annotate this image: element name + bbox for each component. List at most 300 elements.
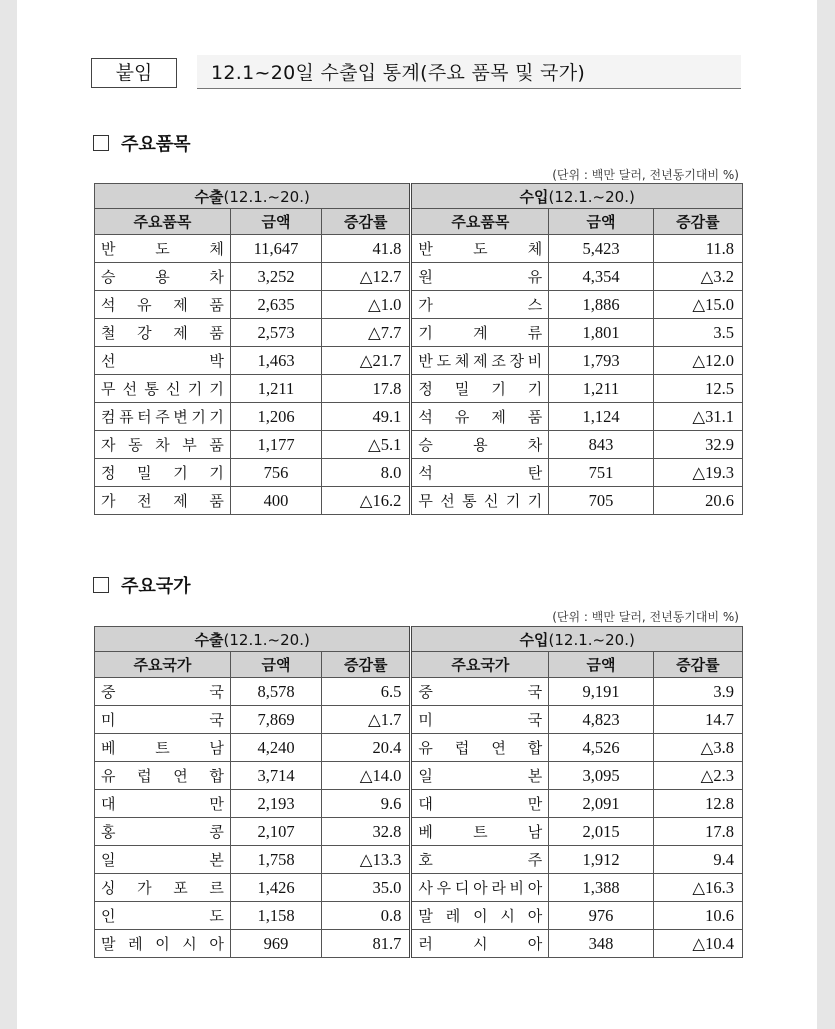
char: 기 [191, 408, 206, 426]
import-amount-cell: 1,211 [549, 375, 653, 403]
char: 트 [155, 739, 170, 757]
import-amount-cell: 1,124 [549, 403, 653, 431]
items-table [94, 183, 743, 515]
export-name-text [101, 793, 224, 814]
import-name-text [418, 266, 542, 287]
import-amount-cell: 4,823 [549, 706, 653, 734]
char: 레 [128, 935, 143, 953]
char: 대 [101, 795, 116, 813]
char: 유 [527, 268, 543, 286]
char: 포 [173, 879, 188, 897]
table-row [95, 930, 743, 958]
export-amount-cell: 2,107 [230, 818, 321, 846]
export-rate-cell: 9.6 [322, 790, 411, 818]
checkbox-square-icon [93, 135, 109, 151]
char: 사 [418, 879, 433, 897]
char: 승 [418, 436, 433, 454]
import-name-cell [411, 459, 549, 487]
document-header [91, 55, 741, 91]
export-period: (12.1.~20.) [223, 630, 310, 649]
import-name-text [418, 434, 542, 455]
char: 제 [173, 324, 188, 342]
char: 반 [101, 240, 116, 258]
export-name-cell [95, 347, 231, 375]
char: 품 [209, 296, 224, 314]
export-name-cell [95, 319, 231, 347]
export-amount-cell: 400 [230, 487, 321, 515]
export-name-text [101, 681, 224, 702]
import-name-text [418, 294, 542, 315]
char: 럽 [454, 739, 470, 757]
import-period: (12.1.~20.) [548, 630, 635, 649]
import-name-text [418, 905, 542, 926]
export-name-cell [95, 930, 231, 958]
import-name-text [418, 849, 542, 870]
char: 유 [137, 296, 152, 314]
char: 원 [418, 268, 433, 286]
char: 기 [491, 380, 506, 398]
export-amount-cell: 1,211 [230, 375, 321, 403]
char: 아 [473, 879, 488, 897]
export-amount-cell: 1,177 [230, 431, 321, 459]
export-name-text [101, 490, 224, 511]
char: 유 [454, 408, 470, 426]
export-name-cell [95, 706, 231, 734]
char: 전 [137, 492, 152, 510]
section-title-items [93, 130, 191, 156]
char: 석 [418, 408, 433, 426]
export-rate-cell: 49.1 [322, 403, 411, 431]
section-title-text: 주요품목 [121, 134, 191, 155]
import-rate-cell: 10.6 [653, 902, 742, 930]
attachment-tag: 붙임 [91, 58, 177, 88]
export-name-text [101, 238, 224, 259]
export-name-cell [95, 902, 231, 930]
char: 유 [101, 767, 116, 785]
char: 아 [527, 907, 543, 925]
section-title-text: 주요국가 [121, 576, 191, 597]
export-rate-cell: 17.8 [322, 375, 411, 403]
char: 반 [418, 352, 433, 370]
export-rate-cell: 32.8 [322, 818, 411, 846]
import-amount-cell: 9,191 [549, 678, 653, 706]
char: 국 [527, 711, 543, 729]
export-name-text [101, 350, 224, 371]
export-name-text [101, 406, 224, 427]
export-rate-cell: 0.8 [322, 902, 411, 930]
export-amount-cell: 1,426 [230, 874, 321, 902]
export-amount-cell: 1,758 [230, 846, 321, 874]
export-rate-cell: 8.0 [322, 459, 411, 487]
char: 기 [209, 380, 224, 398]
char: 부 [182, 436, 197, 454]
export-amount-cell: 756 [230, 459, 321, 487]
export-name-cell [95, 790, 231, 818]
char: 조 [491, 352, 506, 370]
char: 선 [440, 492, 455, 510]
char: 미 [101, 711, 116, 729]
char: 인 [101, 907, 116, 925]
export-amount-cell: 4,240 [230, 734, 321, 762]
char: 도 [155, 240, 170, 258]
export-label: 수출 [194, 187, 224, 206]
import-group-header [411, 627, 743, 652]
export-name-text [101, 821, 224, 842]
char: 석 [101, 296, 116, 314]
import-name-cell [411, 902, 549, 930]
import-name-text [418, 681, 542, 702]
char: 선 [122, 380, 138, 398]
export-rate-cell: △1.0 [322, 291, 411, 319]
char: 라 [491, 879, 506, 897]
char: 만 [527, 795, 543, 813]
column-header-row [95, 652, 743, 678]
import-name-cell [411, 235, 549, 263]
import-name-cell [411, 818, 549, 846]
import-name-cell [411, 375, 549, 403]
column-header-name: 주요국가 [411, 652, 549, 678]
char: 철 [101, 324, 116, 342]
char: 정 [418, 380, 433, 398]
char: 품 [527, 408, 543, 426]
char: 컴 [101, 408, 116, 426]
export-rate-cell: △5.1 [322, 431, 411, 459]
char: 도 [436, 352, 452, 370]
table-row [95, 902, 743, 930]
import-name-cell [411, 347, 549, 375]
column-header-rate: 증감률 [322, 652, 411, 678]
char: 용 [155, 268, 170, 286]
import-name-text [418, 933, 542, 954]
export-name-text [101, 709, 224, 730]
char: 합 [209, 767, 224, 785]
import-name-text [418, 462, 542, 483]
export-rate-cell: △21.7 [322, 347, 411, 375]
export-name-text [101, 322, 224, 343]
char: 국 [209, 683, 224, 701]
table-row [95, 734, 743, 762]
import-amount-cell: 1,793 [549, 347, 653, 375]
import-rate-cell: 11.8 [653, 235, 742, 263]
countries-table [94, 626, 743, 958]
document-page [17, 0, 817, 1029]
char: 기 [527, 492, 543, 510]
import-rate-cell: 12.5 [653, 375, 742, 403]
export-period: (12.1.~20.) [223, 187, 310, 206]
char: 홍 [101, 823, 116, 841]
import-name-text [418, 709, 542, 730]
export-rate-cell: 41.8 [322, 235, 411, 263]
char: 기 [418, 324, 433, 342]
export-amount-cell: 969 [230, 930, 321, 958]
char: 트 [473, 823, 488, 841]
import-rate-cell: △2.3 [653, 762, 742, 790]
export-rate-cell: △13.3 [322, 846, 411, 874]
export-amount-cell: 11,647 [230, 235, 321, 263]
import-name-cell [411, 319, 549, 347]
table-row [95, 375, 743, 403]
char: 제 [173, 492, 188, 510]
char: 기 [505, 492, 521, 510]
import-rate-cell: 12.8 [653, 790, 742, 818]
export-name-cell [95, 678, 231, 706]
char: 럽 [137, 767, 152, 785]
import-name-text [418, 238, 542, 259]
char: 변 [173, 408, 188, 426]
column-header-name: 주요품목 [95, 209, 231, 235]
export-rate-cell: △7.7 [322, 319, 411, 347]
char: 대 [418, 795, 433, 813]
export-amount-cell: 2,573 [230, 319, 321, 347]
export-name-text [101, 462, 224, 483]
char: 이 [473, 907, 488, 925]
export-name-cell [95, 734, 231, 762]
table-row [95, 487, 743, 515]
table-row [95, 319, 743, 347]
char: 신 [166, 380, 181, 398]
import-rate-cell: 9.4 [653, 846, 742, 874]
import-name-cell [411, 762, 549, 790]
char: 시 [182, 935, 197, 953]
char: 퓨 [119, 408, 134, 426]
export-name-cell [95, 846, 231, 874]
char: 콩 [209, 823, 224, 841]
export-name-text [101, 294, 224, 315]
char: 용 [473, 436, 488, 454]
char: 체 [527, 240, 543, 258]
export-amount-cell: 1,463 [230, 347, 321, 375]
export-name-cell [95, 431, 231, 459]
char: 아 [527, 879, 543, 897]
column-header-row [95, 209, 743, 235]
char: 제 [491, 408, 506, 426]
import-rate-cell: △10.4 [653, 930, 742, 958]
import-name-text [418, 490, 542, 511]
column-header-amount: 금액 [230, 652, 321, 678]
import-name-text [418, 821, 542, 842]
char: 시 [500, 907, 515, 925]
import-name-text [418, 765, 542, 786]
export-name-text [101, 877, 224, 898]
import-rate-cell: △15.0 [653, 291, 742, 319]
import-name-cell [411, 678, 549, 706]
export-amount-cell: 1,158 [230, 902, 321, 930]
table-row [95, 678, 743, 706]
export-name-cell [95, 263, 231, 291]
import-amount-cell: 5,423 [549, 235, 653, 263]
checkbox-square-icon [93, 577, 109, 593]
char: 통 [462, 492, 477, 510]
import-label: 수입 [519, 187, 549, 206]
import-name-cell [411, 706, 549, 734]
char: 차 [527, 436, 543, 454]
export-amount-cell: 2,635 [230, 291, 321, 319]
char: 강 [137, 324, 152, 342]
char: 호 [418, 851, 433, 869]
import-name-cell [411, 846, 549, 874]
char: 승 [101, 268, 116, 286]
char: 통 [144, 380, 159, 398]
char: 차 [209, 268, 224, 286]
table-row [95, 846, 743, 874]
export-name-cell [95, 762, 231, 790]
import-amount-cell: 3,095 [549, 762, 653, 790]
char: 유 [418, 739, 433, 757]
import-rate-cell: 3.5 [653, 319, 742, 347]
char: 반 [418, 240, 433, 258]
import-amount-cell: 843 [549, 431, 653, 459]
import-amount-cell: 976 [549, 902, 653, 930]
char: 제 [473, 352, 488, 370]
import-amount-cell: 1,801 [549, 319, 653, 347]
table-row [95, 874, 743, 902]
char: 남 [209, 739, 224, 757]
export-name-cell [95, 459, 231, 487]
char: 품 [209, 324, 224, 342]
unit-note-countries: (단위 : 백만 달러, 전년동기대비 %) [552, 610, 739, 624]
char: 시 [473, 935, 488, 953]
char: 연 [173, 767, 188, 785]
char: 레 [445, 907, 461, 925]
export-rate-cell: 20.4 [322, 734, 411, 762]
char: 차 [155, 436, 170, 454]
column-header-rate: 증감률 [653, 209, 742, 235]
import-rate-cell: △12.0 [653, 347, 742, 375]
char: 기 [209, 464, 224, 482]
char: 일 [101, 851, 116, 869]
char: 중 [101, 683, 116, 701]
char: 베 [101, 739, 116, 757]
column-header-rate: 증감률 [653, 652, 742, 678]
char: 동 [128, 436, 143, 454]
column-header-amount: 금액 [549, 209, 653, 235]
import-rate-cell: 14.7 [653, 706, 742, 734]
import-amount-cell: 1,886 [549, 291, 653, 319]
char: 미 [418, 711, 433, 729]
export-name-cell [95, 818, 231, 846]
table-row [95, 762, 743, 790]
import-amount-cell: 1,388 [549, 874, 653, 902]
char: 디 [454, 879, 470, 897]
char: 기 [187, 380, 203, 398]
char: 무 [418, 492, 433, 510]
char: 국 [209, 711, 224, 729]
export-amount-cell: 7,869 [230, 706, 321, 734]
char: 남 [527, 823, 543, 841]
export-rate-cell: 6.5 [322, 678, 411, 706]
char: 무 [101, 380, 116, 398]
export-rate-cell: △16.2 [322, 487, 411, 515]
export-amount-cell: 2,193 [230, 790, 321, 818]
table-row [95, 403, 743, 431]
char: 선 [101, 352, 116, 370]
export-amount-cell: 3,252 [230, 263, 321, 291]
table-row [95, 431, 743, 459]
char: 이 [155, 935, 170, 953]
export-rate-cell: △1.7 [322, 706, 411, 734]
import-rate-cell: △19.3 [653, 459, 742, 487]
char: 석 [418, 464, 433, 482]
char: 비 [527, 352, 543, 370]
char: 주 [155, 408, 170, 426]
export-name-cell [95, 874, 231, 902]
char: 주 [527, 851, 543, 869]
section-title-countries [93, 572, 191, 598]
char: 기 [173, 464, 188, 482]
import-name-text [418, 378, 542, 399]
import-period: (12.1.~20.) [548, 187, 635, 206]
char: 류 [527, 324, 543, 342]
export-rate-cell: 35.0 [322, 874, 411, 902]
char: 도 [473, 240, 488, 258]
char: 가 [101, 492, 116, 510]
column-header-amount: 금액 [230, 209, 321, 235]
export-name-cell [95, 235, 231, 263]
char: 우 [436, 879, 452, 897]
char: 기 [209, 408, 224, 426]
char: 비 [509, 879, 525, 897]
import-name-cell [411, 930, 549, 958]
import-rate-cell: 20.6 [653, 487, 742, 515]
char: 밀 [454, 380, 470, 398]
column-header-name: 주요품목 [411, 209, 549, 235]
column-header-rate: 증감률 [322, 209, 411, 235]
import-rate-cell: △3.8 [653, 734, 742, 762]
char: 품 [209, 492, 224, 510]
export-name-text [101, 378, 224, 399]
char: 중 [418, 683, 433, 701]
import-name-text [418, 737, 542, 758]
import-name-text [418, 877, 542, 898]
char: 도 [209, 907, 224, 925]
char: 국 [527, 683, 543, 701]
char: 체 [454, 352, 470, 370]
char: 아 [527, 935, 543, 953]
char: 밀 [137, 464, 152, 482]
import-rate-cell: △3.2 [653, 263, 742, 291]
import-name-text [418, 350, 542, 371]
char: 스 [527, 296, 543, 314]
import-name-cell [411, 734, 549, 762]
table-row [95, 790, 743, 818]
char: 박 [209, 352, 224, 370]
import-name-cell [411, 431, 549, 459]
export-label: 수출 [194, 630, 224, 649]
char: 본 [209, 851, 224, 869]
import-rate-cell: △16.3 [653, 874, 742, 902]
char: 베 [418, 823, 433, 841]
export-name-text [101, 737, 224, 758]
export-name-cell [95, 403, 231, 431]
char: 일 [418, 767, 433, 785]
import-rate-cell: 32.9 [653, 431, 742, 459]
import-name-text [418, 406, 542, 427]
import-rate-cell: △31.1 [653, 403, 742, 431]
export-name-text [101, 933, 224, 954]
import-amount-cell: 751 [549, 459, 653, 487]
export-group-header [95, 627, 411, 652]
export-amount-cell: 8,578 [230, 678, 321, 706]
import-name-cell [411, 790, 549, 818]
export-name-text [101, 849, 224, 870]
char: 러 [418, 935, 433, 953]
table-row [95, 818, 743, 846]
import-rate-cell: 3.9 [653, 678, 742, 706]
import-name-cell [411, 487, 549, 515]
char: 계 [473, 324, 488, 342]
column-header-amount: 금액 [549, 652, 653, 678]
import-name-cell [411, 263, 549, 291]
